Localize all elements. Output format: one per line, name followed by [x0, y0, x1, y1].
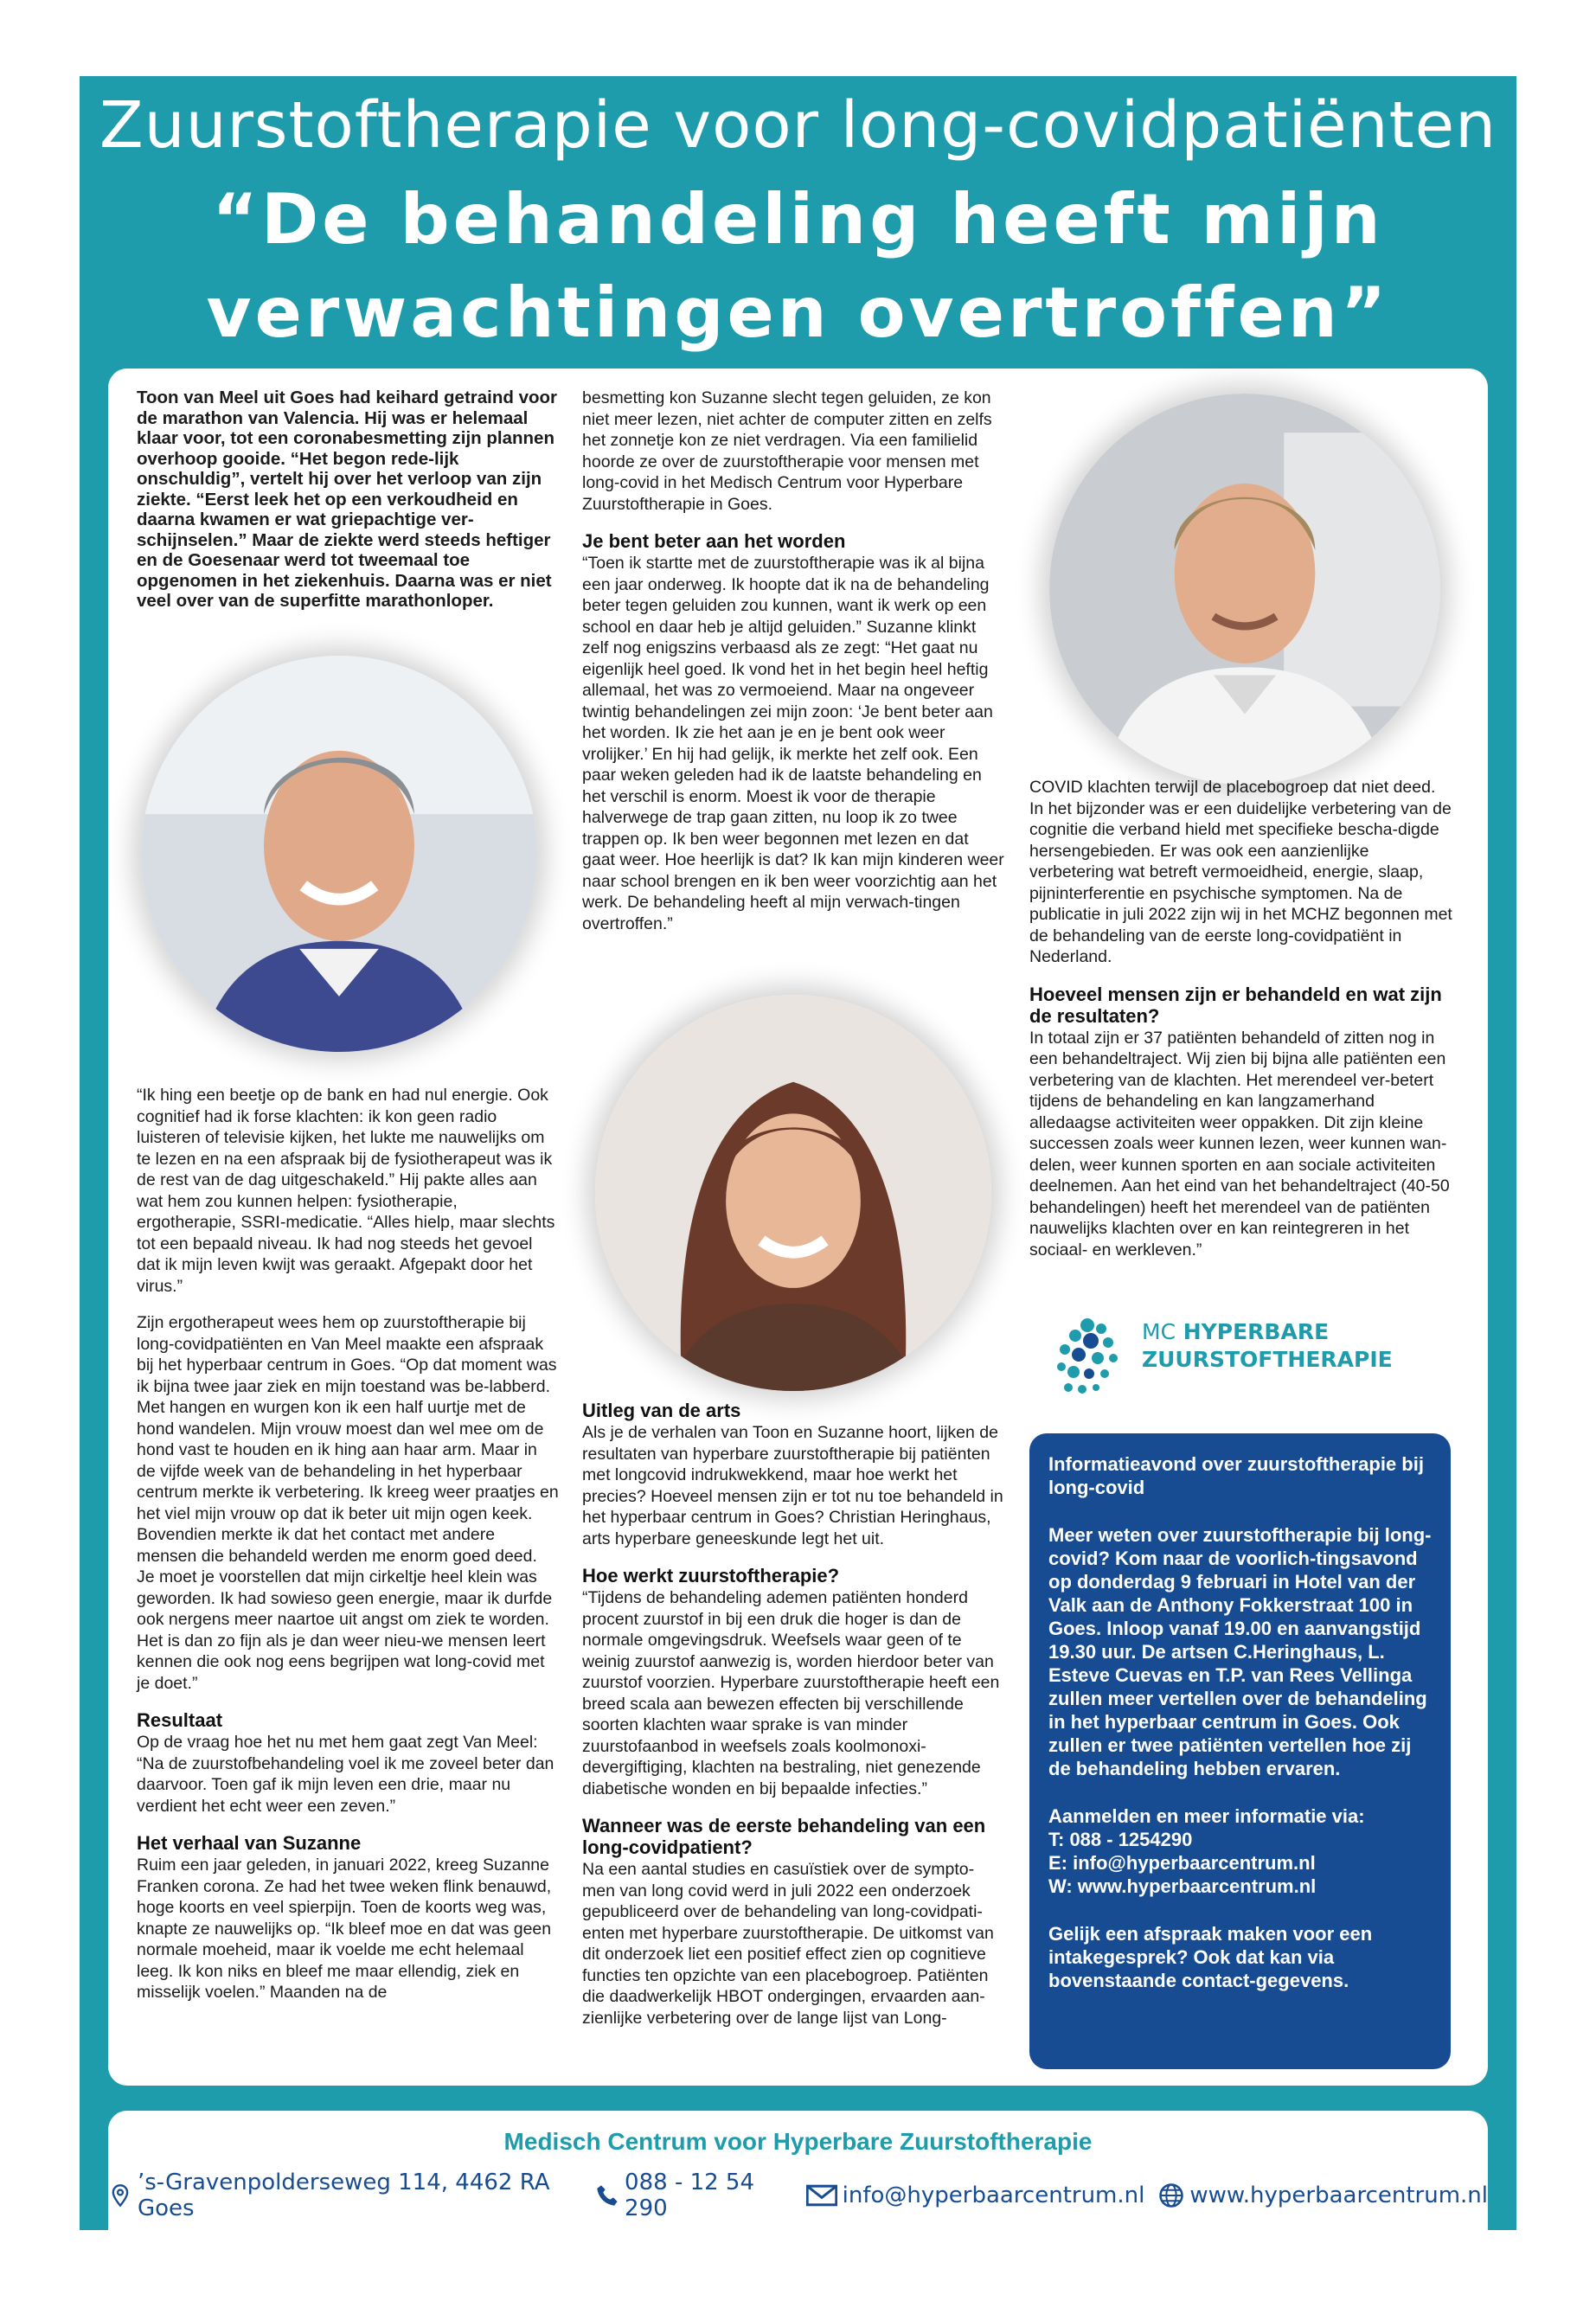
footer-title: Medisch Centrum voor Hyperbare Zuurstoftherapie: [503, 2128, 1093, 2155]
photo-suzanne-franken: [595, 995, 991, 1391]
headline-line-1: “De behandeling heeft mijn: [212, 179, 1384, 260]
footer-phone-text: 088 - 12 54 290: [625, 2170, 755, 2221]
heading-resultaat: Resultaat: [137, 1709, 223, 1731]
footer: [108, 2111, 1488, 2230]
suzanne-paragraph-3: “Toen ik startte met de zuurstoftherapie was ik al bijna een jaar onderweg. Ik hoopte dat ik na de behandeling beter tegen geluiden zou kunnen, want ik werk op een school en daar heb je altijd geluiden.” Suzanne klinkt zelf nog enigszins verbaasd als ze zegt: “Het gaat nu eigenlijk heel goed. Ik vond het in het begin heel heftig allemaal, het was zo vermoeiend. Maar na ongeveer twintig behandelingen zei mijn zoon: ‘Je bent beter aan het worden. Ik zie het aan je en je bent ook weer vrolijker.’ En hij had gelijk, ik merkte het zelf ook. Een paar weken geleden had ik de laatste behandeling en het verschil is enorm. Moest ik voor de therapie halverwege de trap gaan zitten, nu loop ik zo twee trappen op. Ik ben weer begonnen met lezen en dat gaat weer. Hoe heerlijk is dat? Ik kan mijn kinderen weer naar school brengen en ik ben weer voorzichtig aan het werk. De behandeling heeft al mijn verwach-tingen overtroffen.”: [582, 554, 1004, 933]
col3-paragraph-1: COVID klachten terwijl de placebogroep dat niet deed. In het bijzonder was er een duidelijke verbetering van de cognitie die verband hield met specifieke bescha-digde hersengebieden. Er was ook een aanzienlijke verbetering wat betreft vermoeidheid, energie, slaap, pijninterferentie en psychische symptomen. Na de publicatie in juli 2022 zijn wij in het MCHZ begonnen met de behandeling van de eerste long-covidpatiënt in Nederland.: [1029, 778, 1452, 966]
infobox-contact-heading: Aanmelden en meer informatie via:: [1048, 1805, 1365, 1827]
column-1-lower: [137, 1085, 559, 2019]
arts-paragraph: Als je de verhalen van Toon en Suzanne hoort, lijken de resultaten van hyperbare zuurstoftherapie bij patiënten met longcovid indrukwekkend, maar hoe werkt het precies? Hoeveel mensen zijn er tot nu toe behandeld in het hyperbaar centrum in Goes? Christian Heringhaus, arts hyperbare geneeskunde legt het uit.: [582, 1423, 1003, 1548]
phone-icon: [595, 2182, 619, 2208]
column-2: [582, 388, 1004, 950]
infobox-email[interactable]: E: info@hyperbaarcentrum.nl: [1048, 1852, 1316, 1874]
intro-paragraph: Toon van Meel uit Goes had keihard getraind voor de marathon van Valencia. Hij was er helemaal klaar voor, tot een coronabesmetting zijn plannen overhoop gooide. “Het begon rede-lijk onschuldig”, vertelt hij over het verloop van zijn ziekte. “Eerst leek het op een verkoudheid en daarna kwamen er wat griepachtige ver-schijnselen.” Maar de ziekte werd steeds heftiger en de Goesenaar werd tot tweemaal toe opgenomen in het ziekenhuis. Daarna was er niet veel over van de superfitte marathonloper.: [137, 388, 558, 611]
footer-website[interactable]: [1158, 2182, 1488, 2208]
heading-hoe-werkt: Hoe werkt zuurstoftherapie?: [582, 1565, 840, 1586]
envelope-icon: [806, 2182, 837, 2208]
suzanne-paragraph-1: Ruim een jaar geleden, in januari 2022, kreeg Suzanne Franken corona. Ze had het twee weken flink benauwd, hoge koorts en veel spierpijn. Toen de koorts weg was, knapte ze nauwelijks op. “Ik bleef moe en dat was geen normale moeheid, maar ik voelde me echt helemaal leeg. Ik kon niks en bleef me maar ellendig, ziek en misselijk voelen.” Maanden na de: [137, 1856, 552, 2002]
infobox-title: Informatieavond over zuurstoftherapie bij long-covid: [1048, 1453, 1424, 1498]
photo-toon-van-meel: [141, 656, 537, 1052]
location-pin-icon: [108, 2182, 132, 2208]
photo-christian-heringhaus: [1049, 394, 1440, 785]
heading-verhaal-suzanne: Het verhaal van Suzanne: [137, 1832, 362, 1854]
info-evening-box: [1029, 1433, 1451, 2069]
headline: [80, 173, 1516, 360]
infobox-contact: [1048, 1804, 1432, 1898]
footer-contact-line: [108, 2170, 1488, 2221]
globe-icon: [1158, 2182, 1184, 2208]
infobox-cta: Gelijk een afspraak maken voor een intakegesprek? Ook dat kan via bovenstaande contact-gegevens.: [1048, 1923, 1373, 1991]
kicker-title: Zuurstoftherapie voor long-covidpatiënten: [99, 88, 1497, 163]
eerste-paragraph: Na een aantal studies en casuïstiek over de sympto-men van long covid werd in juli 2022 een onderzoek gepubliceerd over de behandeling van long-covidpati-enten met hyperbare zuurstoftherapie. De uitkomst van dit onderzoek liet een positief effect zien op cognitieve functies ten opzichte van een placebogroep. Patiënten die daadwerkelijk HBOT ondergingen, ervaarden aan-zienlijke verbetering over de lange lijst van Long-: [582, 1860, 994, 2028]
logo-wordmark: [1142, 1318, 1393, 1374]
infobox-body: Meer weten over zuurstoftherapie bij long-covid? Kom naar de voorlich-tingsavond op donderdag 9 februari in Hotel van der Valk aan de Anthony Fokkerstraat 100 in Goes. Inloop vanaf 19.00 en aanvangstijd 19.30 uur. De artsen C.Heringhaus, L. Esteve Cuevas en T.P. van Rees Vellinga zullen meer vertellen over de behandeling in het hyperbaar centrum in Goes. Ook zullen er twee patiënten vertellen hoe zij de behandeling hebben ervaren.: [1048, 1524, 1432, 1779]
mc-hyperbare-logo: [1051, 1315, 1449, 1401]
column-2-lower: [582, 1400, 1004, 2044]
portrait-man-graphic: [141, 656, 537, 1052]
werkt-paragraph: “Tijdens de behandeling ademen patiënten honderd procent zuurstof in bij een druk die hoger is dan de normale omgevingsdruk. Weefsels waar geen of te weinig zuurstof aanwezig is, worden hierdoor beter van zuurstof voorzien. Hyperbare zuurstoftherapie heeft een breed scala aan bewezen effecten bij verschillende soorten klachten waar sprake is van minder zuurstofaanbod in weefsels zoals koolmonoxi-devergiftiging, klachten na bestraling, niet genezende diabetische wonden en bij bepaalde infecties.”: [582, 1588, 1000, 1798]
logo-line-1: [1142, 1318, 1393, 1346]
col3-paragraph-2: In totaal zijn er 37 patiënten behandeld of zitten nog in een behandeltraject. Wij zien bij bijna alle patiënten een verbetering van de klachten. Het merendeel ver-betert tijdens de behandeling en kan langzamerhand alledaagse activiteiten weer oppakken. Dit zijn kleine successen zoals weer kunnen lezen, weer kunnen wan-delen, weer kunnen sporten en aan sociale activiteiten deelnemen. Aan het eind van het behandeltraject (40-50 behandelingen) heeft het merendeel van de patiënten nauwelijks klachten over en kan reintegreren in het sociaal- en werkleven.”: [1029, 1028, 1450, 1259]
infobox-phone[interactable]: T: 088 - 1254290: [1048, 1829, 1193, 1850]
toon-paragraph-2: Zijn ergotherapeut wees hem op zuurstoftherapie bij long-covidpatiënten en Van Meel maakte een afspraak bij het hyperbaar centrum in Goes. “Op dat moment was ik bijna twee jaar ziek en mijn toestand was be-labberd. Met hangen en wurgen kon ik een half uurtje met de hond wandelen. Mijn vrouw moest dan wel mee om de hond vast te houden en ik hing aan haar arm. Maar in de vijfde week van de behandeling in het hyperbaar centrum merkte ik verbetering. Ik kreeg weer praatjes en het viel mijn vrouw op dat ik beter uit mijn ogen keek. Bovendien merkte ik dat het contact met andere mensen die behandeld werden me enorm goed deed. Je moet je voorstellen dat mijn cirkeltje heel klein was geworden. Ik had sowieso geen energie, maar ik durfde ook nergens meer naartoe uit angst om ziek te worden. Het is dan zo fijn als je dan weer nieu-we mensen leert kennen die ook nog eens begrijpen wat long-covid met je doet.”: [137, 1313, 559, 1693]
column-3: [1029, 777, 1453, 1276]
heading-uitleg-arts: Uitleg van de arts: [582, 1400, 741, 1421]
footer-website-text: www.hyperbaarcentrum.nl: [1189, 2182, 1488, 2208]
resultaat-paragraph: Op de vraag hoe het nu met hem gaat zegt Van Meel: “Na de zuurstofbehandeling voel ik me zoveel beter dan daarvoor. Toen gaf ik mijn leven een drie, maar nu verdient het echt weer een zeven.”: [137, 1733, 554, 1816]
logo-line-2: ZUURSTOFTHERAPIE: [1142, 1347, 1393, 1372]
portrait-doctor-graphic: [1049, 394, 1440, 785]
logo-mc: MC: [1142, 1319, 1176, 1344]
logo-hyperbare: HYPERBARE: [1183, 1319, 1330, 1344]
footer-email[interactable]: [806, 2182, 1145, 2208]
heading-eerste-behandeling: Wanneer was de eerste behandeling van een long-covidpatient?: [582, 1815, 986, 1858]
bubbles-logo-icon: [1051, 1315, 1138, 1401]
column-1: [137, 388, 559, 627]
infobox-web[interactable]: W: www.hyperbaarcentrum.nl: [1048, 1875, 1317, 1897]
footer-address-text: ’s-Gravenpolderseweg 114, 4462 RA Goes: [137, 2170, 550, 2221]
footer-address: [108, 2170, 581, 2221]
headline-line-2: verwachtingen overtroffen”: [206, 272, 1390, 353]
toon-paragraph-1: “Ik hing een beetje op de bank en had nul energie. Ook cognitief had ik forse klachten: ik kon geen radio luisteren of televisie kijken, het lukte me nauwelijks om te lezen en na een afspraak bij de fysiotherapeut was ik de rest van de dag uitgeschakeld.” Hij pakte alles aan wat hem zou kunnen helpen: fysiotherapie, ergotherapie, SSRI-medicatie. “Alles hielp, maar slechts tot een bepaald niveau. Ik had nog steeds het gevoel dat ik mijn leven kwijt was geraakt. Afgepakt door het virus.”: [137, 1086, 555, 1296]
footer-email-text: info@hyperbaarcentrum.nl: [842, 2182, 1145, 2208]
portrait-woman-graphic: [595, 995, 991, 1391]
heading-hoeveel: Hoeveel mensen zijn er behandeld en wat zijn de resultaten?: [1029, 983, 1442, 1027]
suzanne-paragraph-2: besmetting kon Suzanne slecht tegen geluiden, ze kon niet meer lezen, niet achter de computer zitten en zelfs het zonnetje kon ze niet verdragen. Via een familielid hoorde ze over de zuurstoftherapie voor mensen met long-covid in het Medisch Centrum voor Hyperbare Zuurstoftherapie in Goes.: [582, 388, 992, 514]
footer-phone[interactable]: [595, 2170, 792, 2221]
heading-beter: Je bent beter aan het worden: [582, 530, 846, 552]
